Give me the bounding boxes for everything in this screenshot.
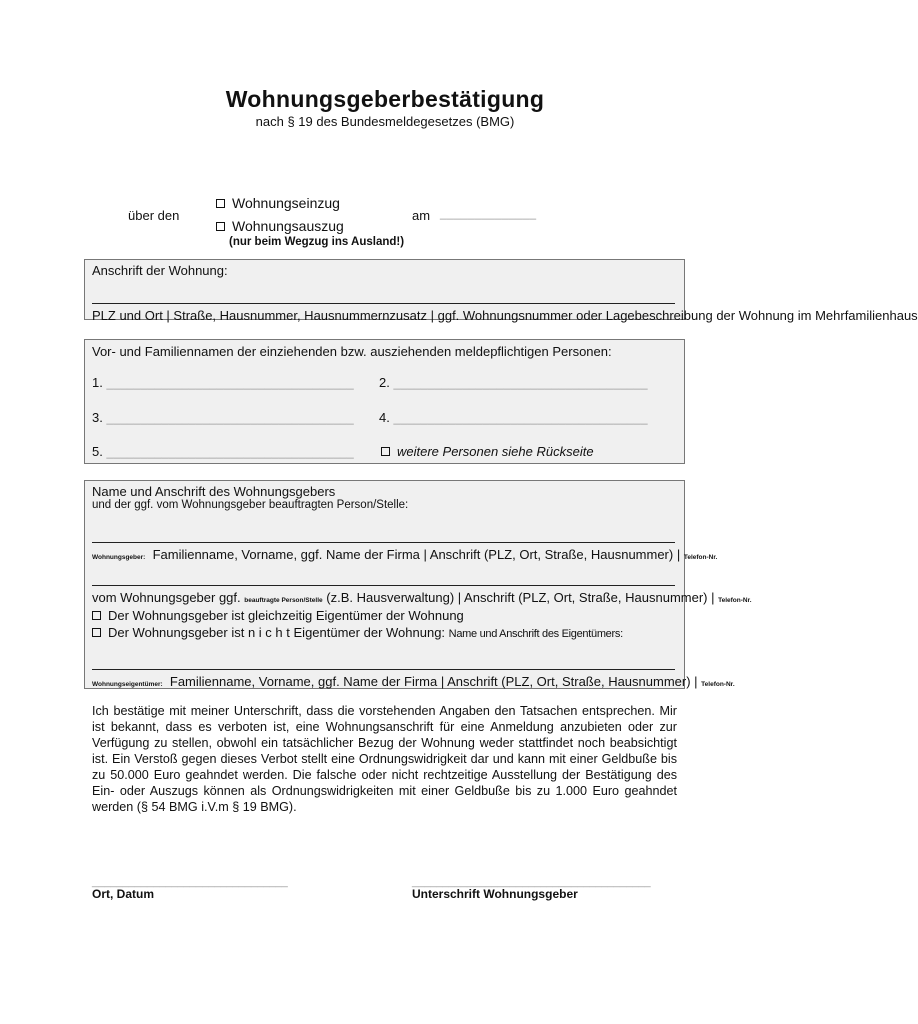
more-persons-checkbox[interactable]: [381, 447, 390, 456]
owner-yes-label: Der Wohnungsgeber ist gleichzeitig Eigentümer der Wohnung: [108, 608, 464, 623]
agent-field[interactable]: [92, 585, 675, 586]
date-field[interactable]: ______________: [440, 206, 537, 220]
einzug-checkbox[interactable]: [216, 199, 225, 208]
person-entry-3[interactable]: [92, 410, 354, 425]
signature-field[interactable]: _______________________________________: [412, 876, 651, 888]
person-entry-2[interactable]: [379, 375, 648, 390]
einzug-option[interactable]: [216, 195, 340, 211]
address-heading: Anschrift der Wohnung:: [92, 263, 228, 278]
person-field[interactable]: _____________________________________: [393, 411, 648, 425]
person-number: 2.: [379, 375, 390, 390]
owner-yes-option[interactable]: [92, 608, 464, 623]
einzug-label: Wohnungseinzug: [232, 195, 340, 211]
ueber-den-label: über den: [128, 208, 180, 223]
person-number: 5.: [92, 444, 103, 459]
landlord-subheading: und der ggf. vom Wohnungsgeber beauftragten Person/Stelle:: [92, 499, 409, 511]
more-persons-option[interactable]: [379, 444, 594, 459]
auszug-label: Wohnungsauszug: [232, 218, 344, 234]
address-box: [84, 259, 918, 323]
landlord-heading: Name und Anschrift des Wohnungsgebers: [92, 484, 336, 499]
landlord-caption: Wohnungsgeber: Familienname, Vorname, ggf. Name der Firma | Anschrift (PLZ, Ort, Straße, Hausnummer) | Telefon-Nr.: [92, 547, 718, 562]
person-entry-5[interactable]: [92, 444, 354, 459]
signature-label: Unterschrift Wohnungsgeber: [412, 887, 578, 901]
landlord-box: [84, 480, 752, 689]
owner-yes-checkbox[interactable]: [92, 611, 101, 620]
page-subtitle: nach § 19 des Bundesmeldegesetzes (BMG): [255, 114, 515, 129]
owner-no-checkbox[interactable]: [92, 628, 101, 637]
person-number: 1.: [92, 375, 103, 390]
owner-no-option[interactable]: Der Wohnungsgeber ist n i c h t Eigentümer der Wohnung: Name und Anschrift des Eigentümers:: [92, 625, 623, 640]
person-field[interactable]: ____________________________________: [106, 376, 354, 390]
address-field[interactable]: [92, 303, 675, 304]
owner-caption: Wohnungseigentümer: Familienname, Vorname, ggf. Name der Firma | Anschrift (PLZ, Ort, Straße, Hausnummer) | Telefon-Nr.: [92, 674, 735, 689]
persons-box: [84, 339, 685, 464]
person-field[interactable]: ____________________________________: [106, 445, 354, 459]
person-field[interactable]: ____________________________________: [106, 411, 354, 425]
ausland-note: (nur beim Wegzug ins Ausland!): [229, 236, 405, 248]
am-label: am: [412, 208, 431, 223]
person-number: 3.: [92, 410, 103, 425]
person-entry-4[interactable]: [379, 410, 648, 425]
place-date-field[interactable]: ________________________________: [92, 876, 288, 888]
more-persons-label: weitere Personen siehe Rückseite: [397, 444, 594, 459]
auszug-checkbox[interactable]: [216, 222, 225, 231]
person-field[interactable]: _____________________________________: [393, 376, 648, 390]
auszug-option[interactable]: [216, 218, 344, 234]
agent-caption: vom Wohnungsgeber ggf. beauftragte Person/Stelle (z.B. Hausverwaltung) | Anschrift (PLZ, Ort, Straße, Hausnummer) | Telefon-Nr.: [92, 590, 752, 605]
person-number: 4.: [379, 410, 390, 425]
person-entry-1[interactable]: [92, 375, 354, 390]
place-date-label: Ort, Datum: [92, 887, 155, 901]
declaration-text: Ich bestätige mit meiner Unterschrift, dass die vorstehenden Angaben den Tatsachen entsprechen. Mir ist bekannt, dass es verboten ist, eine Wohnungsanschrift für eine Anmeldung anzubieten oder zur Verfügung zu stellen, obwohl ein tatsächlicher Bezug der Wohnung weder stattfindet noch beabsichtigt ist. Ein Verstoß gegen dieses Verbot stellt eine Ordnungswidrigkeit dar und kann mit einer Geldbuße bis zu 50.000 Euro geahndet werden. Die falsche oder nicht rechtzeitige Ausstellung der Bestätigung des Ein- oder Auszugs können als Ordnungswidrigkeiten mit einer Geldbuße bis zu 1.000 Euro geahndet werden (§ 54 BMG i.V.m § 19 BMG).: [92, 704, 677, 814]
owner-field[interactable]: [92, 669, 675, 670]
landlord-field[interactable]: [92, 542, 675, 543]
address-caption: PLZ und Ort | Straße, Hausnummer, Hausnummernzusatz | ggf. Wohnungsnummer oder Lagebeschreibung der Wohnung im Mehrfamilienhaus: [92, 308, 918, 323]
page-title: Wohnungsgeberbestätigung: [225, 86, 545, 112]
persons-heading: Vor- und Familiennamen der einziehenden bzw. ausziehenden meldepflichtigen Personen:: [92, 344, 612, 359]
